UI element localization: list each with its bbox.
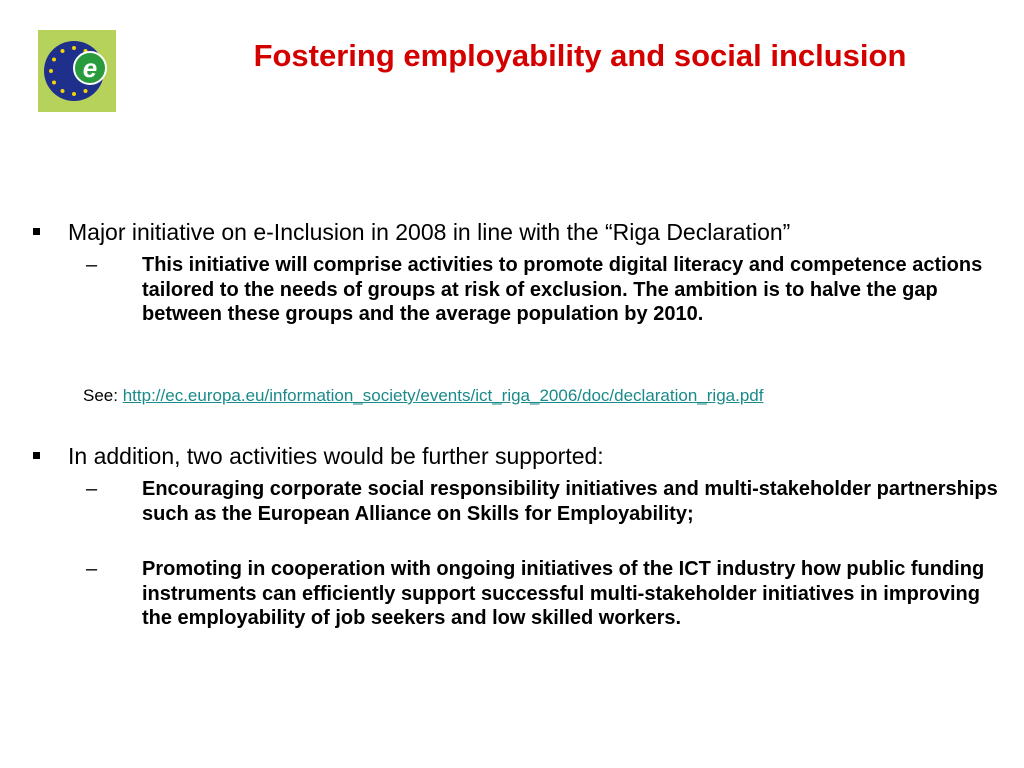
bullet-2-sub-1-text: Encouraging corporate social responsibility initiatives and multi-stakeholder partnerships such as the European Alliance on Skills for Employability;: [142, 478, 998, 525]
bullet-square-icon: [33, 218, 45, 246]
dash-marker: –: [86, 478, 98, 500]
bullet-1-text: Major initiative on e-Inclusion in 2008 in line with the “Riga Declaration”: [68, 219, 791, 245]
bullet-square-icon: [33, 442, 45, 470]
slide-title: Fostering employability and social inclusion: [253, 38, 907, 73]
bullet-2-text: In addition, two activities would be further supported:: [68, 443, 604, 469]
see-label: See:: [83, 386, 118, 405]
einclusion-logo-icon: [38, 30, 116, 112]
see-reference: [83, 385, 763, 407]
declaration-link[interactable]: http://ec.europa.eu/information_society/events/ict_riga_2006/doc/declaration_riga.pdf: [122, 386, 764, 405]
bullet-2-sub-2-text: Promoting in cooperation with ongoing initiatives of the ICT industry how public funding instruments can efficiently support successful multi-stakeholder initiatives in improving the employability of job seekers and low skilled workers.: [142, 558, 985, 629]
dash-marker: –: [86, 254, 98, 276]
logo-letter: e: [82, 53, 98, 83]
dash-marker: –: [86, 558, 98, 580]
bullet-1-sub-1-text: This initiative will comprise activities to promote digital literacy and competence actions tailored to the needs of groups at risk of exclusion. The ambition is to halve the gap between these groups and the average population by 2010.: [142, 254, 983, 325]
